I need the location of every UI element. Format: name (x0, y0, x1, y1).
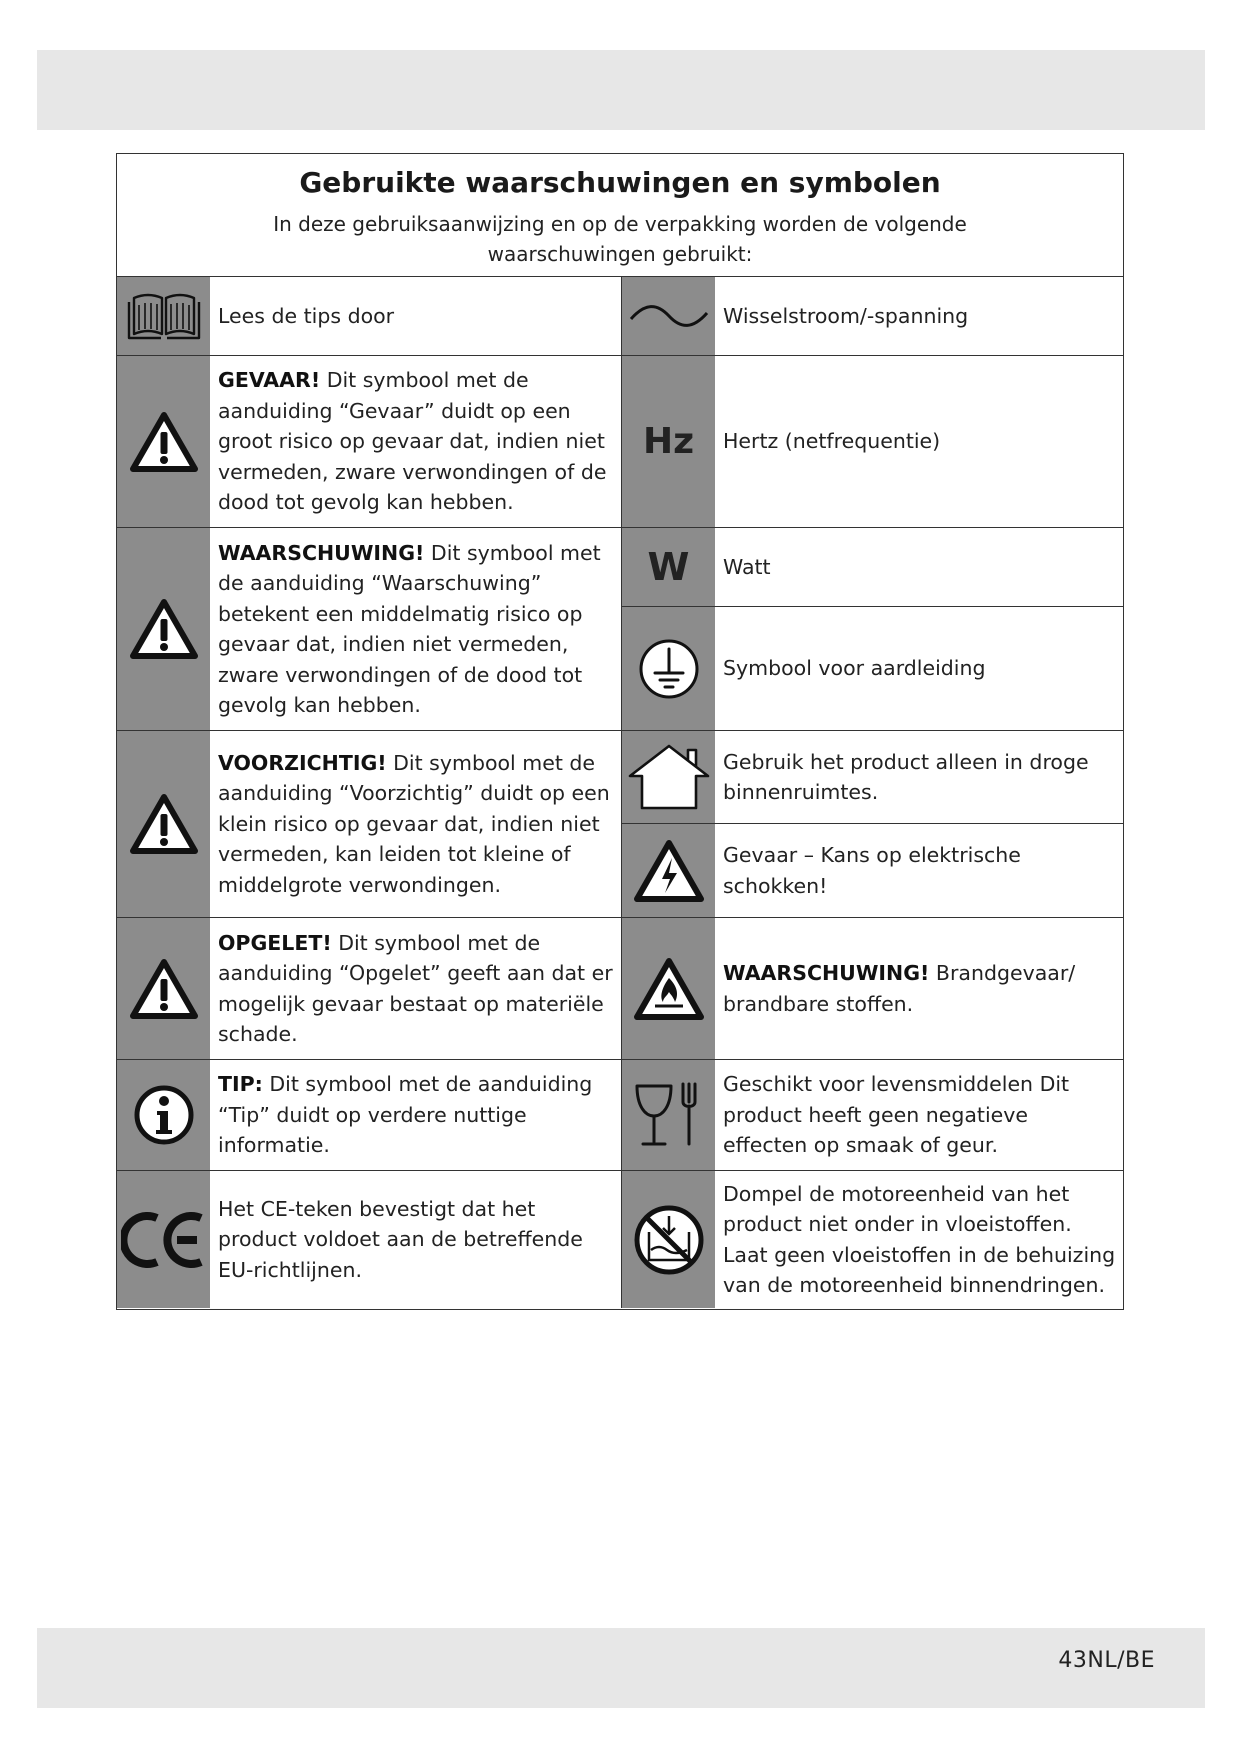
row-text: Symbool voor aardleiding (723, 656, 986, 681)
warning-triangle-icon (117, 356, 210, 527)
ce-mark-icon (117, 1171, 210, 1308)
hertz-icon: Hz (622, 356, 715, 527)
table-row (117, 356, 622, 528)
table-row (117, 1171, 622, 1308)
table-row (117, 1060, 622, 1171)
row-text: Watt (723, 554, 771, 579)
table-header (117, 154, 1123, 277)
table-row (117, 277, 622, 356)
header-band (37, 50, 1205, 130)
row-text: WAARSCHUWING! Dit symbool met de aanduiding “Waarschuwing” betekent een middelmatig risico op gevaar dat, indien niet vermeden, zware verwondingen of de dood tot gevolg kan hebben. (218, 540, 601, 717)
row-text: Wisselstroom/-spanning (723, 303, 969, 328)
row-text: Het CE-teken bevestigt dat het product voldoet aan de betreffende EU-richtlijnen. (218, 1196, 583, 1282)
table-row (622, 1060, 1123, 1171)
table-row (622, 731, 1123, 824)
info-icon (117, 1060, 210, 1170)
page-title: Gebruikte waarschuwingen en symbolen (299, 166, 941, 199)
footer-band (37, 1628, 1205, 1708)
warning-triangle-icon (117, 918, 210, 1059)
page-number: 43NL/BE (1058, 1648, 1155, 1673)
table-row (622, 1171, 1123, 1308)
flammable-warning-icon (622, 918, 715, 1059)
table-row (622, 528, 1123, 607)
watt-icon: W (622, 528, 715, 606)
table-row (117, 918, 622, 1060)
row-text: WAARSCHUWING! Brandgevaar/ brandbare stoffen. (723, 961, 1076, 1016)
intro-text: In deze gebruiksaanwijzing en op de verpakking worden de volgende waarschuwingen gebruikt: (273, 212, 967, 266)
row-text: GEVAAR! Dit symbool met de aanduiding “Gevaar” duidt op een groot risico op gevaar dat, indien niet vermeden, zware verwondingen of de dood tot gevolg kan hebben. (218, 368, 607, 515)
row-text: OPGELET! Dit symbool met de aanduiding “Opgelet” geeft aan dat er mogelijk gevaar bestaat op materiële schade. (218, 930, 613, 1046)
row-text: VOORZICHTIG! Dit symbool met de aanduiding “Voorzichtig” duidt op een klein risico op gevaar dat, indien niet vermeden, kan leiden tot kleine of middelgrote verwondingen. (218, 750, 610, 897)
book-icon (117, 277, 210, 355)
table-row (622, 607, 1123, 731)
row-text: Gebruik het product alleen in droge binnenruimtes. (723, 749, 1089, 804)
table-row (117, 731, 622, 918)
row-text: TIP: Dit symbool met de aanduiding “Tip” duidt op verdere nuttige informatie. (218, 1072, 593, 1158)
row-text: Lees de tips door (218, 303, 395, 328)
row-text: Dompel de motoreenheid van het product niet onder in vloeistoffen. Laat geen vloeistoffen in de behuizing van de motoreenheid binnendringen. (723, 1181, 1116, 1297)
no-immersion-icon (622, 1171, 715, 1308)
table-row (622, 824, 1123, 918)
warning-triangle-icon (117, 731, 210, 917)
symbols-table (116, 153, 1124, 1310)
warning-triangle-icon (117, 528, 210, 730)
table-row (622, 918, 1123, 1060)
table-row (622, 356, 1123, 528)
row-text: Hertz (netfrequentie) (723, 429, 941, 454)
electric-shock-icon (622, 824, 715, 917)
table-row (622, 277, 1123, 356)
earth-ground-icon (622, 607, 715, 730)
table-row (117, 528, 622, 731)
alternating-current-icon (622, 277, 715, 355)
row-text: Gevaar – Kans op elektrische schokken! (723, 843, 1021, 898)
row-text: Geschikt voor levensmiddelen Dit product heeft geen negatieve effecten op smaak of geur. (723, 1072, 1070, 1158)
food-safe-icon (622, 1060, 715, 1170)
indoor-house-icon (622, 731, 715, 823)
